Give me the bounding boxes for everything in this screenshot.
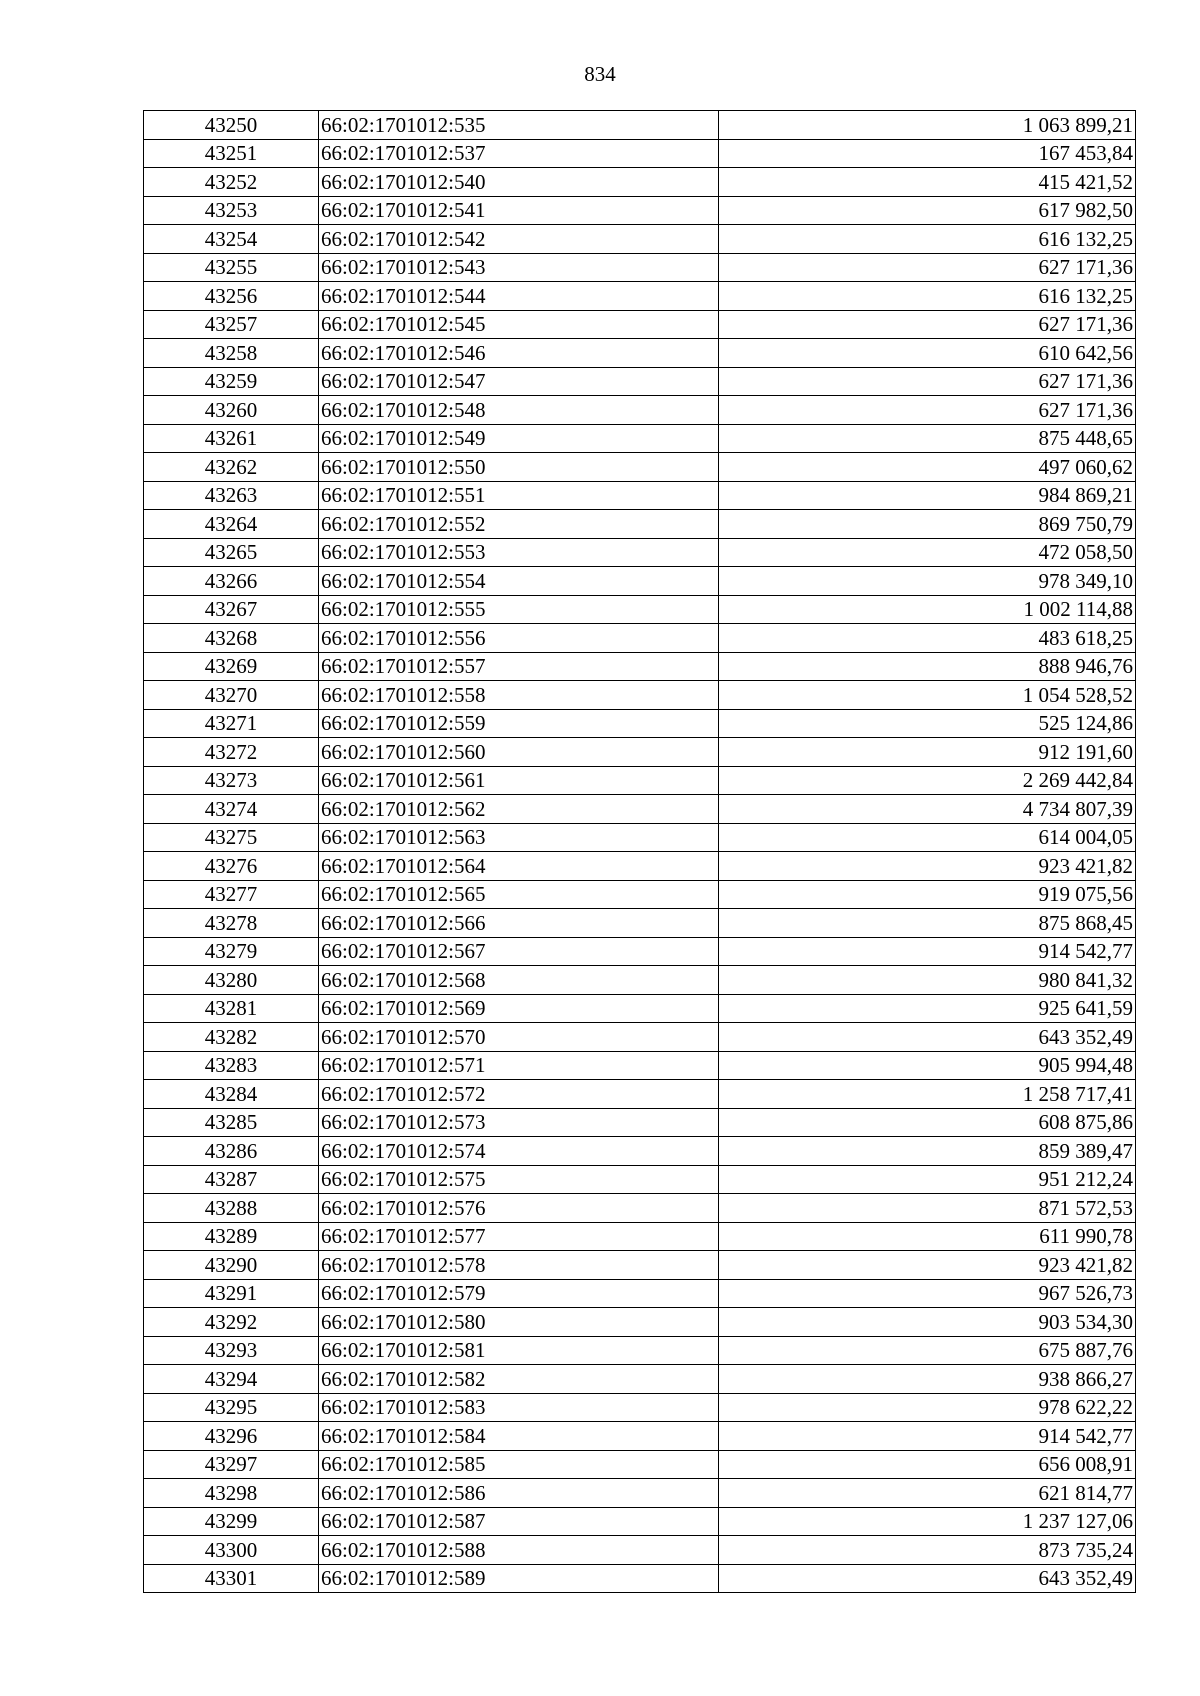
row-number: 43259 xyxy=(144,367,319,396)
cadastral-value: 4 734 807,39 xyxy=(719,795,1136,824)
row-number: 43265 xyxy=(144,538,319,567)
table-row xyxy=(144,538,1136,567)
cadastral-number: 66:02:1701012:542 xyxy=(319,225,719,254)
row-number: 43251 xyxy=(144,139,319,168)
table-row xyxy=(144,766,1136,795)
cadastral-value: 925 641,59 xyxy=(719,994,1136,1023)
row-number: 43272 xyxy=(144,738,319,767)
cadastral-number: 66:02:1701012:565 xyxy=(319,880,719,909)
cadastral-number: 66:02:1701012:573 xyxy=(319,1108,719,1137)
table-row xyxy=(144,567,1136,596)
table-row xyxy=(144,111,1136,140)
cadastral-value: 905 994,48 xyxy=(719,1051,1136,1080)
cadastral-value: 608 875,86 xyxy=(719,1108,1136,1137)
cadastral-value: 919 075,56 xyxy=(719,880,1136,909)
cadastral-number: 66:02:1701012:584 xyxy=(319,1422,719,1451)
cadastral-number: 66:02:1701012:563 xyxy=(319,823,719,852)
table-row xyxy=(144,139,1136,168)
table-row xyxy=(144,1536,1136,1565)
cadastral-value: 627 171,36 xyxy=(719,367,1136,396)
cadastral-number: 66:02:1701012:562 xyxy=(319,795,719,824)
cadastral-value: 616 132,25 xyxy=(719,225,1136,254)
cadastral-value: 627 171,36 xyxy=(719,253,1136,282)
cadastral-value: 643 352,49 xyxy=(719,1023,1136,1052)
table-row xyxy=(144,1279,1136,1308)
cadastral-value: 627 171,36 xyxy=(719,310,1136,339)
row-number: 43258 xyxy=(144,339,319,368)
row-number: 43286 xyxy=(144,1137,319,1166)
cadastral-value-table xyxy=(143,110,1136,1593)
row-number: 43282 xyxy=(144,1023,319,1052)
row-number: 43284 xyxy=(144,1080,319,1109)
table-row xyxy=(144,453,1136,482)
row-number: 43290 xyxy=(144,1251,319,1280)
row-number: 43277 xyxy=(144,880,319,909)
row-number: 43294 xyxy=(144,1365,319,1394)
row-number: 43255 xyxy=(144,253,319,282)
cadastral-number: 66:02:1701012:577 xyxy=(319,1222,719,1251)
row-number: 43293 xyxy=(144,1336,319,1365)
row-number: 43250 xyxy=(144,111,319,140)
cadastral-value: 938 866,27 xyxy=(719,1365,1136,1394)
cadastral-number: 66:02:1701012:576 xyxy=(319,1194,719,1223)
row-number: 43295 xyxy=(144,1393,319,1422)
cadastral-number: 66:02:1701012:582 xyxy=(319,1365,719,1394)
cadastral-value: 621 814,77 xyxy=(719,1479,1136,1508)
cadastral-number: 66:02:1701012:580 xyxy=(319,1308,719,1337)
table-row xyxy=(144,1108,1136,1137)
row-number: 43270 xyxy=(144,681,319,710)
cadastral-value: 611 990,78 xyxy=(719,1222,1136,1251)
table-row xyxy=(144,966,1136,995)
row-number: 43281 xyxy=(144,994,319,1023)
row-number: 43280 xyxy=(144,966,319,995)
cadastral-number: 66:02:1701012:540 xyxy=(319,168,719,197)
row-number: 43283 xyxy=(144,1051,319,1080)
cadastral-value: 675 887,76 xyxy=(719,1336,1136,1365)
cadastral-value: 980 841,32 xyxy=(719,966,1136,995)
cadastral-value: 888 946,76 xyxy=(719,652,1136,681)
row-number: 43254 xyxy=(144,225,319,254)
cadastral-number: 66:02:1701012:541 xyxy=(319,196,719,225)
table-row xyxy=(144,1080,1136,1109)
cadastral-value: 903 534,30 xyxy=(719,1308,1136,1337)
cadastral-number: 66:02:1701012:583 xyxy=(319,1393,719,1422)
cadastral-value: 610 642,56 xyxy=(719,339,1136,368)
cadastral-number: 66:02:1701012:578 xyxy=(319,1251,719,1280)
row-number: 43299 xyxy=(144,1507,319,1536)
table-row xyxy=(144,1479,1136,1508)
table-row xyxy=(144,225,1136,254)
table-body xyxy=(144,111,1136,1593)
row-number: 43261 xyxy=(144,424,319,453)
table-row xyxy=(144,481,1136,510)
cadastral-number: 66:02:1701012:553 xyxy=(319,538,719,567)
cadastral-number: 66:02:1701012:579 xyxy=(319,1279,719,1308)
cadastral-number: 66:02:1701012:588 xyxy=(319,1536,719,1565)
table-row xyxy=(144,339,1136,368)
table-row xyxy=(144,1023,1136,1052)
cadastral-number: 66:02:1701012:560 xyxy=(319,738,719,767)
cadastral-value: 497 060,62 xyxy=(719,453,1136,482)
cadastral-value: 978 349,10 xyxy=(719,567,1136,596)
cadastral-value: 912 191,60 xyxy=(719,738,1136,767)
cadastral-value: 967 526,73 xyxy=(719,1279,1136,1308)
cadastral-number: 66:02:1701012:581 xyxy=(319,1336,719,1365)
table-row xyxy=(144,1165,1136,1194)
table-row xyxy=(144,1365,1136,1394)
row-number: 43274 xyxy=(144,795,319,824)
cadastral-number: 66:02:1701012:572 xyxy=(319,1080,719,1109)
cadastral-value: 643 352,49 xyxy=(719,1564,1136,1593)
cadastral-number: 66:02:1701012:554 xyxy=(319,567,719,596)
cadastral-number: 66:02:1701012:587 xyxy=(319,1507,719,1536)
cadastral-number: 66:02:1701012:569 xyxy=(319,994,719,1023)
row-number: 43266 xyxy=(144,567,319,596)
row-number: 43278 xyxy=(144,909,319,938)
table-row xyxy=(144,1450,1136,1479)
row-number: 43292 xyxy=(144,1308,319,1337)
cadastral-value: 1 002 114,88 xyxy=(719,595,1136,624)
cadastral-value: 614 004,05 xyxy=(719,823,1136,852)
table-row xyxy=(144,310,1136,339)
cadastral-value: 873 735,24 xyxy=(719,1536,1136,1565)
table-row xyxy=(144,1051,1136,1080)
cadastral-number: 66:02:1701012:545 xyxy=(319,310,719,339)
cadastral-value: 1 258 717,41 xyxy=(719,1080,1136,1109)
cadastral-value: 875 448,65 xyxy=(719,424,1136,453)
cadastral-value: 951 212,24 xyxy=(719,1165,1136,1194)
table-row xyxy=(144,652,1136,681)
cadastral-number: 66:02:1701012:559 xyxy=(319,709,719,738)
cadastral-number: 66:02:1701012:561 xyxy=(319,766,719,795)
table-row xyxy=(144,595,1136,624)
table-row xyxy=(144,738,1136,767)
table-row xyxy=(144,1393,1136,1422)
cadastral-value: 472 058,50 xyxy=(719,538,1136,567)
table-row xyxy=(144,253,1136,282)
row-number: 43267 xyxy=(144,595,319,624)
row-number: 43298 xyxy=(144,1479,319,1508)
cadastral-value: 978 622,22 xyxy=(719,1393,1136,1422)
row-number: 43279 xyxy=(144,937,319,966)
row-number: 43287 xyxy=(144,1165,319,1194)
cadastral-number: 66:02:1701012:548 xyxy=(319,396,719,425)
cadastral-value: 525 124,86 xyxy=(719,709,1136,738)
cadastral-value: 914 542,77 xyxy=(719,1422,1136,1451)
cadastral-number: 66:02:1701012:568 xyxy=(319,966,719,995)
table-row xyxy=(144,282,1136,311)
cadastral-number: 66:02:1701012:550 xyxy=(319,453,719,482)
table-row xyxy=(144,424,1136,453)
row-number: 43263 xyxy=(144,481,319,510)
row-number: 43300 xyxy=(144,1536,319,1565)
row-number: 43271 xyxy=(144,709,319,738)
table-row xyxy=(144,1336,1136,1365)
cadastral-value: 923 421,82 xyxy=(719,852,1136,881)
row-number: 43256 xyxy=(144,282,319,311)
cadastral-number: 66:02:1701012:575 xyxy=(319,1165,719,1194)
row-number: 43260 xyxy=(144,396,319,425)
cadastral-value: 656 008,91 xyxy=(719,1450,1136,1479)
cadastral-value: 875 868,45 xyxy=(719,909,1136,938)
cadastral-value: 483 618,25 xyxy=(719,624,1136,653)
table-row xyxy=(144,994,1136,1023)
cadastral-number: 66:02:1701012:549 xyxy=(319,424,719,453)
table-row xyxy=(144,396,1136,425)
cadastral-value: 627 171,36 xyxy=(719,396,1136,425)
cadastral-number: 66:02:1701012:551 xyxy=(319,481,719,510)
table-row xyxy=(144,709,1136,738)
cadastral-number: 66:02:1701012:543 xyxy=(319,253,719,282)
cadastral-number: 66:02:1701012:556 xyxy=(319,624,719,653)
cadastral-number: 66:02:1701012:567 xyxy=(319,937,719,966)
cadastral-number: 66:02:1701012:555 xyxy=(319,595,719,624)
cadastral-number: 66:02:1701012:537 xyxy=(319,139,719,168)
cadastral-number: 66:02:1701012:547 xyxy=(319,367,719,396)
row-number: 43291 xyxy=(144,1279,319,1308)
cadastral-value: 869 750,79 xyxy=(719,510,1136,539)
table-row xyxy=(144,852,1136,881)
cadastral-value: 984 869,21 xyxy=(719,481,1136,510)
row-number: 43252 xyxy=(144,168,319,197)
row-number: 43288 xyxy=(144,1194,319,1223)
table-row xyxy=(144,1564,1136,1593)
cadastral-value: 1 237 127,06 xyxy=(719,1507,1136,1536)
table-row xyxy=(144,909,1136,938)
row-number: 43268 xyxy=(144,624,319,653)
row-number: 43269 xyxy=(144,652,319,681)
row-number: 43297 xyxy=(144,1450,319,1479)
cadastral-value: 415 421,52 xyxy=(719,168,1136,197)
table-row xyxy=(144,196,1136,225)
cadastral-number: 66:02:1701012:557 xyxy=(319,652,719,681)
cadastral-value: 616 132,25 xyxy=(719,282,1136,311)
cadastral-number: 66:02:1701012:558 xyxy=(319,681,719,710)
cadastral-value: 914 542,77 xyxy=(719,937,1136,966)
cadastral-number: 66:02:1701012:535 xyxy=(319,111,719,140)
table-row xyxy=(144,795,1136,824)
row-number: 43262 xyxy=(144,453,319,482)
table-row xyxy=(144,1308,1136,1337)
table-row xyxy=(144,880,1136,909)
row-number: 43264 xyxy=(144,510,319,539)
cadastral-number: 66:02:1701012:574 xyxy=(319,1137,719,1166)
cadastral-number: 66:02:1701012:544 xyxy=(319,282,719,311)
cadastral-value: 1 063 899,21 xyxy=(719,111,1136,140)
table-row xyxy=(144,510,1136,539)
cadastral-value: 1 054 528,52 xyxy=(719,681,1136,710)
cadastral-value: 167 453,84 xyxy=(719,139,1136,168)
row-number: 43289 xyxy=(144,1222,319,1251)
row-number: 43253 xyxy=(144,196,319,225)
row-number: 43257 xyxy=(144,310,319,339)
cadastral-number: 66:02:1701012:571 xyxy=(319,1051,719,1080)
table-row xyxy=(144,681,1136,710)
cadastral-value: 2 269 442,84 xyxy=(719,766,1136,795)
table-row xyxy=(144,1222,1136,1251)
cadastral-number: 66:02:1701012:552 xyxy=(319,510,719,539)
row-number: 43296 xyxy=(144,1422,319,1451)
cadastral-number: 66:02:1701012:586 xyxy=(319,1479,719,1508)
cadastral-number: 66:02:1701012:546 xyxy=(319,339,719,368)
table-row xyxy=(144,168,1136,197)
table-row xyxy=(144,1507,1136,1536)
row-number: 43285 xyxy=(144,1108,319,1137)
cadastral-number: 66:02:1701012:570 xyxy=(319,1023,719,1052)
cadastral-number: 66:02:1701012:589 xyxy=(319,1564,719,1593)
row-number: 43275 xyxy=(144,823,319,852)
table-row xyxy=(144,823,1136,852)
page-number: 834 xyxy=(584,62,616,86)
table-row xyxy=(144,1137,1136,1166)
table-row xyxy=(144,1194,1136,1223)
cadastral-number: 66:02:1701012:566 xyxy=(319,909,719,938)
cadastral-number: 66:02:1701012:564 xyxy=(319,852,719,881)
table-row xyxy=(144,624,1136,653)
cadastral-value: 617 982,50 xyxy=(719,196,1136,225)
table-row xyxy=(144,1251,1136,1280)
row-number: 43301 xyxy=(144,1564,319,1593)
table-row xyxy=(144,937,1136,966)
table-row xyxy=(144,367,1136,396)
row-number: 43273 xyxy=(144,766,319,795)
cadastral-value: 923 421,82 xyxy=(719,1251,1136,1280)
table-row xyxy=(144,1422,1136,1451)
cadastral-value: 859 389,47 xyxy=(719,1137,1136,1166)
cadastral-value: 871 572,53 xyxy=(719,1194,1136,1223)
cadastral-number: 66:02:1701012:585 xyxy=(319,1450,719,1479)
row-number: 43276 xyxy=(144,852,319,881)
